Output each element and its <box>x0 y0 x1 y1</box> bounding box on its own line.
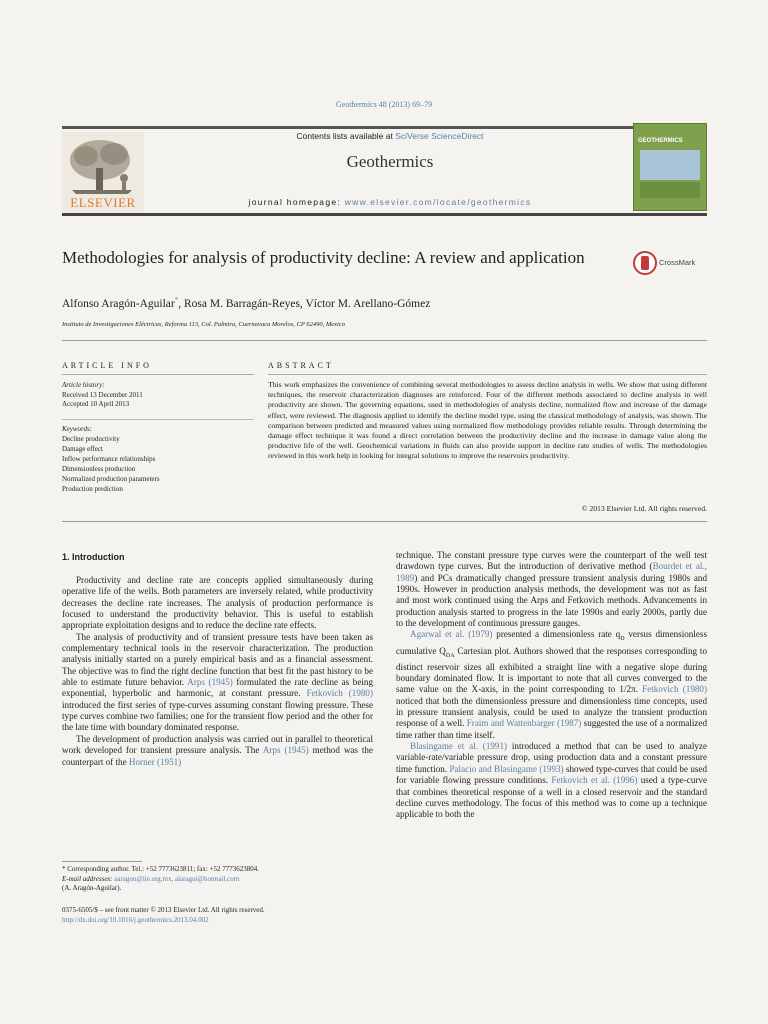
footnote-contact: * Corresponding author. Tel.: +52 7773623811; fax: +52 7773623804. <box>62 865 259 873</box>
article-info-heading: ARTICLE INFO <box>62 361 152 370</box>
keyword: Dimensionless production <box>62 465 136 473</box>
abstract-copyright: © 2013 Elsevier Ltd. All rights reserved. <box>581 504 707 513</box>
keyword: Production prediction <box>62 485 123 493</box>
keyword: Decline productivity <box>62 435 120 443</box>
text-run: formulated the rate decline as being exponential, hyperbolic and harmonic, at constant pressure. <box>62 677 374 699</box>
body-column-right <box>396 550 707 821</box>
crossmark-label: CrossMark <box>659 258 696 267</box>
paragraph <box>396 550 707 629</box>
article-title: Methodologies for analysis of productivity decline: A review and application <box>62 248 585 267</box>
abstract-heading: ABSTRACT <box>268 361 334 370</box>
text-run: introduced the first series of type-curves assuming constant flowing pressure. These type curves combine two families; one for the transient flow period and the other for the late time with boundary dominated response. <box>62 699 373 733</box>
footnote-name: (A. Aragón-Aguilar). <box>62 884 122 892</box>
keywords-label: Keywords: <box>62 425 93 433</box>
paragraph <box>62 632 373 734</box>
corresponding-author-footnote <box>62 865 373 894</box>
cover-title: GEOTHERMICS <box>638 138 683 144</box>
keyword: Damage effect <box>62 445 103 453</box>
text-run: The analysis of productivity and of transient pressure tests have been taken as complementary technical tools in the reservoir characterization. The production analysis initially started on a purely empirical basis and as a financial assessment. The objective was to find the right decline function that best fit the past history to be able to estimate future behavior. <box>62 631 373 688</box>
journal-title: Geothermics <box>346 152 434 171</box>
publisher-name: ELSEVIER <box>70 195 136 210</box>
text-run: presented a dimensionless rate q <box>492 629 621 640</box>
article-info-rule <box>62 374 254 375</box>
citation-link[interactable]: Arps (1945) <box>187 677 233 688</box>
author-first: Alfonso Aragón-Aguilar <box>62 297 175 310</box>
corresponding-mark[interactable]: * <box>174 296 179 304</box>
keyword: Inflow performance relationships <box>62 455 156 463</box>
citation-link[interactable]: Fraim and Wattenbarger (1987) <box>466 718 582 729</box>
abstract-rule <box>268 374 707 375</box>
citation-link[interactable]: Horner (1951) <box>128 756 182 767</box>
text-run: introduced a method that can be used to analyze variable-rate/variable pressure drop, using production data and a constant pressure time function. <box>396 741 707 774</box>
body-column-left <box>62 575 373 768</box>
paragraph <box>396 741 707 820</box>
citation-link[interactable]: Bourdet et al., 1989 <box>396 561 707 583</box>
paragraph <box>396 629 707 741</box>
journal-homepage <box>150 197 630 207</box>
text-run: The development of production analysis was carried out in parallel to theoretical work developed for transient pressure analysis. The <box>62 733 373 756</box>
journal-reference[interactable]: Geothermics 48 (2013) 69–79 <box>335 100 433 109</box>
citation-link[interactable]: Palacio and Blasingame (1993) <box>449 763 564 774</box>
crossmark-icon <box>633 250 657 276</box>
homepage-link[interactable]: www.elsevier.com/locate/geothermics <box>344 197 532 207</box>
citation-link[interactable]: Fetkovich (1980) <box>306 688 374 699</box>
rule-above-info <box>62 340 707 341</box>
issn-line: 0375-6505/$ – see front matter © 2013 Elsevier Ltd. All rights reserved. <box>62 906 265 914</box>
header-bottom-rule <box>62 213 707 216</box>
text-run: ) and PCs dramatically changed pressure transient analysis during 1980s and 1990s. However in production analysis methods, the development was not as fast and most work continued using the Arps and Fetkovich methods. Advancements in production analysis started to progress in the late 1990s and early 2000s, partly due to the development of continuous pressure gauges. <box>396 572 707 629</box>
text-run: technique. The constant pressure type curves were the counterpart of the well test drawdown type curves. But the introduction of derivative method ( <box>396 550 707 572</box>
text-run: method was the counterpart of the <box>62 745 374 767</box>
history-rule <box>62 419 254 420</box>
contents-prefix: Contents lists available at <box>296 131 396 141</box>
citation-link[interactable]: Fetkovich (1980) <box>642 684 707 695</box>
received-date: Received 13 December 2011 <box>62 390 143 399</box>
text-run: Cartesian plot. Authors showed that the responses corresponding to distinct reservoir sizes all exhibited a straight line with a negative slope during boundary dominated flow. It is important to note that all curves converged to the same value on the X-axis, in the point corresponding to 1/2π. <box>396 645 707 695</box>
footnote-emails <box>62 875 373 885</box>
keyword: Normalized production parameters <box>62 475 160 483</box>
text-run: used a type-curve that combines theoretical response of a well in a closed reservoir and the standard decline curves methodology. The focus of this method was to come up a technique applicable to both the <box>396 775 707 820</box>
history-label: Article history: <box>62 381 105 389</box>
section-heading-introduction: 1. Introduction <box>62 552 125 562</box>
citation-link[interactable]: Fetkovich et al. (1996) <box>551 775 638 786</box>
contents-line <box>150 131 630 141</box>
rule-below-abstract <box>62 521 707 522</box>
email-label: E-mail addresses: <box>62 874 115 883</box>
citation-link[interactable]: Blasingame et al. (1991) <box>410 741 508 752</box>
sciencedirect-link[interactable]: SciVerse ScienceDirect <box>395 131 484 141</box>
header-top-rule <box>62 126 707 129</box>
abstract-text: This work emphasizes the convenience of combining several methodologies to assess decline analysis in wells. We show that using different techniques, the reservoir characterization diagnoses are reinforced. Four of the different methods associated to decline analysis in well productivity are shown. The governing equations, used in methodologies of analysis decline, normalized flow and increase of the damage effect, were reviewed. The diagnosis applied to identify the decline model type, using the classical methodology of analysis, was shown. The comparison between predicted and measured values using normalized flow methodology provides reliable results. Through determining the damage effect technique it was found a direct correlation between the productivity decline and the increase in damage value along the productive life of the well. Geochemical variations in fluids can also provide support in decline rate studies of wells. The methodologies reviewed in this work help in looking for integral solutions to improve the reservoirs productivity. <box>268 380 707 461</box>
text-run: suggested the use of a normalized time rather than time itself. <box>396 718 707 740</box>
text-run: versus dimensionless cumulative Q <box>396 629 707 656</box>
citation-link[interactable]: Agarwal et al. (1979) <box>410 629 493 640</box>
accepted-date: Accepted 10 April 2013 <box>62 400 130 408</box>
elsevier-logo[interactable] <box>62 132 144 212</box>
cover-image <box>640 150 700 180</box>
citation-link[interactable]: Arps (1945) <box>262 745 309 756</box>
issn-block <box>62 906 373 925</box>
homepage-prefix: journal homepage: <box>248 197 345 207</box>
text-run: noticed that both the dimensionless pressure and dimensionless time concepts, used in pressure transient analysis, could be used to analyze the transient production response of a well. <box>396 695 707 729</box>
footnote-rule <box>62 861 142 862</box>
subscript: DA <box>445 652 455 659</box>
keywords <box>62 424 252 494</box>
article-history <box>62 381 252 410</box>
crossmark-badge[interactable] <box>633 250 713 278</box>
text-run: showed type-curves that could be used for variable flowing pressure conditions. <box>396 763 707 786</box>
paragraph <box>62 734 373 768</box>
authors <box>62 296 430 310</box>
paragraph: Productivity and decline rate are concepts applied simultaneously during operative life of the wells. Both parameters are inversely related, while productivity decreases the decline rate increases. The analysis of production performance is focused to understand the productivity behavior. This is useful to establish appropriate exploitation designs and to reduce the decline rate effects. <box>62 575 373 631</box>
affiliation: Instituto de Investigaciones Eléctricas, Reforma 113, Col. Palmira, Cuernavaca Morelos, CP 62490, Mexico <box>62 321 345 328</box>
cover-photo <box>640 182 700 198</box>
doi-link[interactable]: http://dx.doi.org/10.1016/j.geothermics.2013.04.002 <box>62 915 209 924</box>
email-links[interactable]: aaragon@iie.org.mx, alaragui@hotmail.com <box>114 874 240 883</box>
subscript: D <box>620 636 625 643</box>
author-rest: , Rosa M. Barragán-Reyes, Víctor M. Arellano-Gómez <box>178 297 431 310</box>
journal-cover[interactable] <box>633 123 707 211</box>
